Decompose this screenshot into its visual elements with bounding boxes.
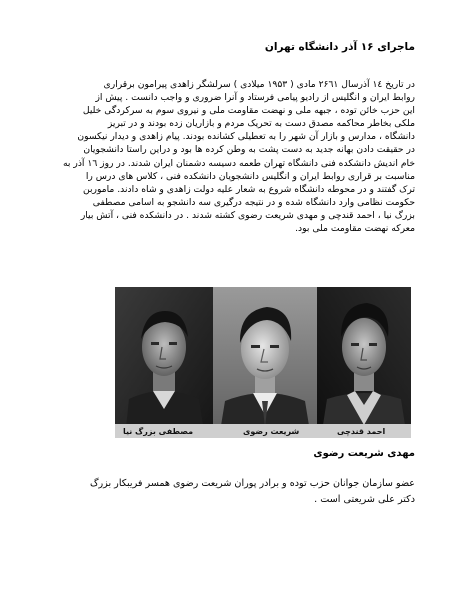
- paragraph-line: مناسبت بر قراری روابط ایران و انگلیس دانشجویان دانشکده فنی ، کلاس های درس را: [85, 170, 415, 182]
- portrait-photo: [115, 287, 411, 438]
- portrait-right-image: [317, 287, 411, 438]
- paragraph-line: دانشگاه ، مدارس و بازار آن شهر را به تعطیلی کشانده بودند. پیام زاهدی و دیدار نیکسون: [77, 131, 415, 143]
- bio-line: عضو سازمان جوانان حزب توده و برادر پوران شریعت رضوی همسر فریبکار بزرگ: [89, 478, 415, 489]
- paragraph-line: خام اندیش دانشکده فنی دانشگاه تهران طعمه دسیسه دشمنان ایران شدند. در روز ۱٦ آذر به: [62, 157, 415, 169]
- paragraph-line: معرکه نهضت مقاومت ملی بود.: [295, 223, 415, 235]
- bio-line: دکتر علی شریعتی است .: [314, 494, 415, 505]
- paragraph-line: حکومت نظامی وارد دانشگاه شده و در نتیجه درگیری سه دانشجو به اسامی مصطفی: [92, 196, 415, 208]
- caption-middle: شریعت رضوی: [243, 427, 300, 436]
- caption-left: مصطفی بزرگ نیا: [123, 427, 194, 436]
- portrait-middle-image: [213, 287, 317, 438]
- paragraph-line: این حزب خائن توده ، جبهه ملی و نهضت مقاومت ملی و نیروی سوم به سرکردگی خلیل: [82, 105, 415, 117]
- page-title: ماجرای ۱۶ آذر دانشگاه تهران: [264, 41, 415, 53]
- caption-right: احمد قندچی: [337, 427, 386, 436]
- portrait-middle: [213, 287, 317, 438]
- paragraph-line: بزرگ نیا ، احمد قندچی و مهدی شریعت رضوی کشته شدند . در دانشکده فنی ، آتش بیار: [80, 209, 415, 221]
- paragraph-line: در حقیقت دادن بهانه جدید به دست پشت به وطن کرده ها بود و دراین راستا دانشجویان: [83, 144, 415, 156]
- paragraph-line: ملکی بخاطر محاکمه مصدق دست به تحریک مردم و بازاریان زده بودند و در تبریز: [107, 118, 415, 130]
- bio-paragraph: [39, 476, 415, 508]
- portrait-right: [317, 287, 411, 438]
- paragraph-line: ترک گفتند و در محوطه دانشگاه شروع به شعار علیه دولت زاهدی و شاه دادند. ماموربن: [82, 183, 415, 195]
- body-paragraph: [39, 78, 415, 235]
- paragraph-line: روابط ایران و انگلیس از رادیو پیامی فرستاد و آنرا ضروری و واجب دانست . پیش از: [95, 92, 415, 104]
- paragraph-line: در تاریخ ۱٤ آذرسال ۲۶٦۱ مادی ( ۱۹۵۳ میلادی ) سرلشگر زاهدی پیرامون برقراری: [103, 79, 415, 90]
- bio-heading: مهدی شریعت رضوی: [313, 448, 415, 459]
- portrait-left: [115, 287, 213, 438]
- portrait-left-image: [115, 287, 213, 438]
